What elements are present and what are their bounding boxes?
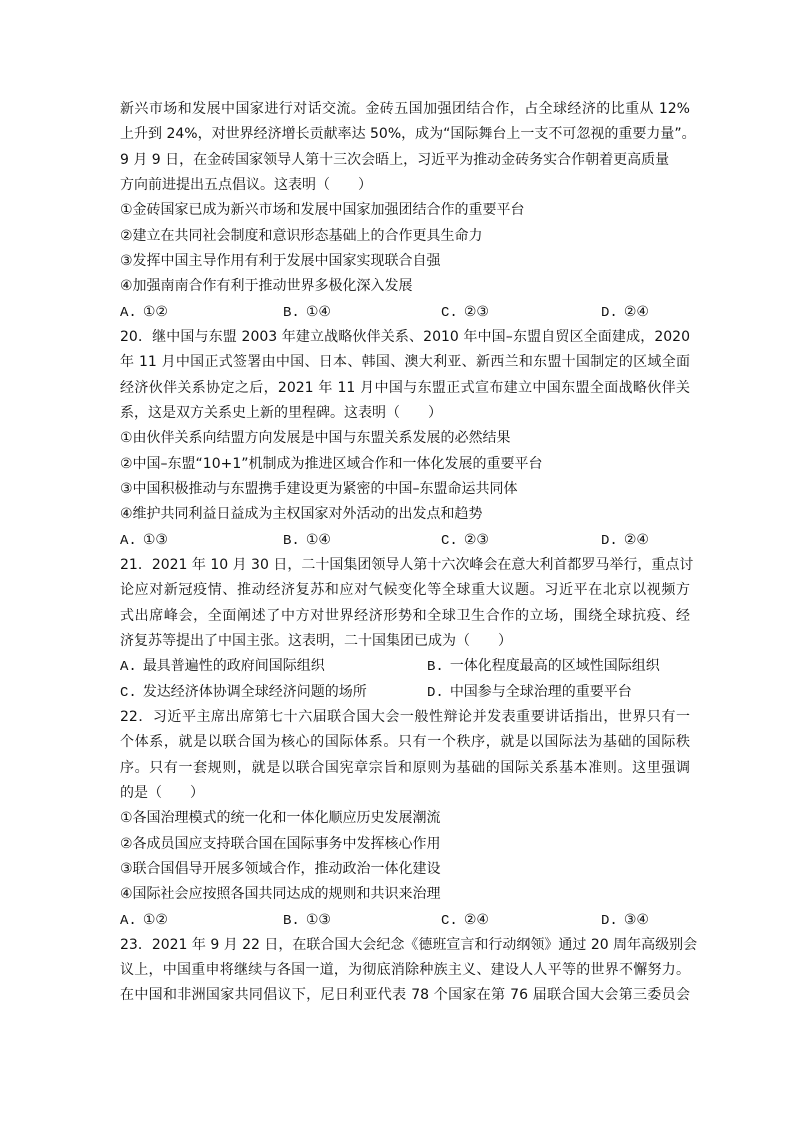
option-a[interactable]: A. ①③ <box>120 531 168 549</box>
option-a[interactable]: A. ①② <box>120 911 168 929</box>
question-text-line: 方向前进提出五点倡议。这表明（ ） <box>120 176 372 193</box>
option-d[interactable]: D. ②④ <box>601 531 649 549</box>
question-text-line: 经济伙伴关系协定之后，2021 年 11 月中国与东盟正式宣布建立中国东盟全面战略伙伴关 <box>120 379 690 396</box>
question-text-line: 论应对新冠疫情、推动经济复苏和应对气候变化等全球重大议题。习近平在北京以视频方 <box>120 582 690 599</box>
exam-page <box>120 97 698 1009</box>
statement: ①由伙伴关系向结盟方向发展是中国与东盟关系发展的必然结果 <box>120 430 511 447</box>
question-21 <box>120 553 694 705</box>
statement: ①金砖国家已成为新兴市场和发展中国家加强团结合作的重要平台 <box>120 202 525 219</box>
statement: ③中国积极推动与东盟携手建设更为紧密的中国–东盟命运共同体 <box>120 480 518 497</box>
question-text-line: 系，这是双方关系史上新的里程碑。这表明（ ） <box>120 404 442 421</box>
question-22 <box>120 705 690 933</box>
option-c[interactable]: C. 发达经济体协调全球经济问题的场所 <box>120 683 367 701</box>
answer-options <box>120 528 690 553</box>
question-text-line: 序。只有一套规则，就是以联合国宪章宗旨和原则为基础的国际关系基本准则。这里强调 <box>120 759 690 776</box>
question-text-line: 新兴市场和发展中国家进行对话交流。金砖五国加强团结合作，占全球经济的比重从 12% <box>120 101 690 117</box>
question-19-continuation <box>120 97 696 325</box>
option-c[interactable]: C. ②③ <box>441 531 489 549</box>
option-b[interactable]: B. ①③ <box>283 911 331 929</box>
statement: ①各国治理模式的统一化和一体化顺应历史发展潮流 <box>120 810 441 827</box>
question-text-line: 22．习近平主席出席第七十六届联合国大会一般性辩论并发表重要讲话指出，世界只有一 <box>120 708 690 725</box>
question-text-line: 21．2021 年 10 月 30 日，二十国集团领导人第十六次峰会在意大利首都罗马举行，重点讨 <box>120 556 694 573</box>
statement: ④维护共同利益日益成为主权国家对外活动的出发点和趋势 <box>120 506 483 523</box>
option-b[interactable]: B. 一体化程度最高的区域性国际组织 <box>427 658 660 676</box>
question-text-line: 在中国和非洲国家共同倡议下，尼日利亚代表 78 个国家在第 76 届联合国大会第三委员会 <box>120 987 690 1004</box>
option-d[interactable]: D. 中国参与全球治理的重要平台 <box>427 683 632 701</box>
question-text-line: 议上，中国重申将继续与各国一道，为彻底消除种族主义、建设人人平等的世界不懈努力。 <box>120 962 690 979</box>
question-text-line: 年 11 月中国正式签署由中国、日本、韩国、澳大利亚、新西兰和东盟十国制定的区域全面 <box>120 354 690 371</box>
statement: ④加强南南合作有利于推动世界多极化深入发展 <box>120 278 413 295</box>
question-23 <box>120 933 698 1009</box>
statement: ②各成员国应支持联合国在国际事务中发挥核心作用 <box>120 835 441 852</box>
option-c[interactable]: C. ②③ <box>441 303 489 321</box>
answer-options <box>120 300 690 325</box>
option-b[interactable]: B. ①④ <box>283 531 331 549</box>
question-text-line: 的是（ ） <box>120 784 204 801</box>
statement: ③联合国倡导开展多领域合作，推动政治一体化建设 <box>120 860 441 877</box>
option-d[interactable]: D. ②④ <box>601 303 649 321</box>
option-b[interactable]: B. ①④ <box>283 303 331 321</box>
question-text-line: 9 月 9 日，在金砖国家领导人第十三次会晤上，习近平为推动金砖务实合作朝着更高质量 <box>120 151 670 168</box>
option-c[interactable]: C. ②④ <box>441 911 489 929</box>
statement: ②中国–东盟“10+1”机制成为推进区域合作和一体化发展的重要平台 <box>120 455 543 472</box>
question-text-line: 20．继中国与东盟 2003 年建立战略伙伴关系、2010 年中国–东盟自贸区全面建成，2020 <box>120 328 690 345</box>
option-a[interactable]: A. ①② <box>120 303 168 321</box>
question-text-line: 23．2021 年 9 月 22 日，在联合国大会纪念《德班宣言和行动纲领》通过 20 周年高级别会 <box>120 936 698 953</box>
answer-options-row-1 <box>120 654 690 679</box>
statement: ②建立在共同社会制度和意识形态基础上的合作更具生命力 <box>120 227 483 244</box>
question-20 <box>120 325 690 553</box>
question-text-line: 上升到 24%，对世界经济增长贡献率达 50%，成为“国际舞台上一支不可忽视的重要力量”。 <box>120 126 696 143</box>
answer-options-row-2 <box>120 680 690 705</box>
statement: ④国际社会应按照各国共同达成的规则和共识来治理 <box>120 886 441 903</box>
answer-options <box>120 908 690 933</box>
option-d[interactable]: D. ③④ <box>601 911 649 929</box>
question-text-line: 个体系，就是以联合国为核心的国际体系。只有一个秩序，就是以国际法为基础的国际秩 <box>120 734 690 751</box>
statement: ③发挥中国主导作用有利于发展中国家实现联合自强 <box>120 252 441 269</box>
question-text-line: 式出席峰会，全面阐述了中方对世界经济形势和全球卫生合作的立场，围绕全球抗疫、经 <box>120 607 690 624</box>
option-a[interactable]: A. 最具普遍性的政府间国际组织 <box>120 658 325 676</box>
question-text-line: 济复苏等提出了中国主张。这表明，二十国集团已成为（ ） <box>120 632 512 649</box>
